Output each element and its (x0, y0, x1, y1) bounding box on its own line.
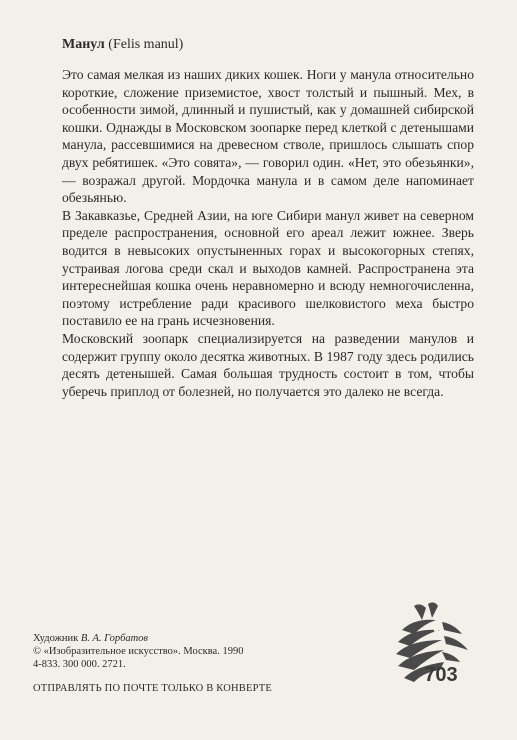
latin-name: (Felis manul) (108, 37, 184, 52)
artist-line (33, 632, 373, 645)
paragraph-2: В Закавказье, Средней Азии, на юге Сибири манул живет на северном пределе распространения, основной его ареал лежит южнее. Зверь водится в невысоких опустыненных горах и высокогорных степях, устраивая логова среди скал и выходов камней. Распространена эта интереснейшая кошка очень неравномерно и всюду немногочисленна, поэтому истребление ради красивого шелковистого меха быстро поставило ее на грань исчезновения. (62, 207, 474, 329)
paragraph-1: Это самая мелкая из наших диких кошек. Ноги у манула относительно короткие, сложение приземистое, хвост толстый и пышный. Мех, в особенности зимой, длинный и пушистый, как у домашней сибирской кошки. Однажды в Московском зоопарке перед клеткой с детенышами манула, рассевшимися на древесном стволе, пришлось слышать спор двух ребятишек. «Это совята», — говорил один. «Нет, это обезьянки», — возражал другой. Мордочка манула и в самом деле напоминает обезьянью. (62, 67, 474, 206)
article-body (62, 66, 474, 400)
article-title (62, 36, 183, 54)
print-code: 4-833. 300 000. 2721. (33, 659, 126, 670)
animal-name: Манул (62, 37, 105, 52)
artist-name: В. А. Горбатов (80, 633, 148, 644)
logo-number: 703 (424, 664, 458, 686)
mailing-notice: ОТПРАВЛЯТЬ ПО ПОЧТЕ ТОЛЬКО В КОНВЕРТЕ (33, 683, 273, 694)
copyright-line: © «Изобразительное искусство». Москва. 1990 (33, 646, 244, 657)
credits-block (33, 632, 373, 671)
paragraph-3: Московский зоопарк специализируется на разведении манулов и содержит группу около десятка животных. В 1987 году здесь родились десять детенышей. Самая большая трудность состоит в том, чтобы уберечь приплод от болезней, но получается это далеко не всегда. (62, 330, 474, 399)
artist-label: Художник (33, 633, 79, 644)
